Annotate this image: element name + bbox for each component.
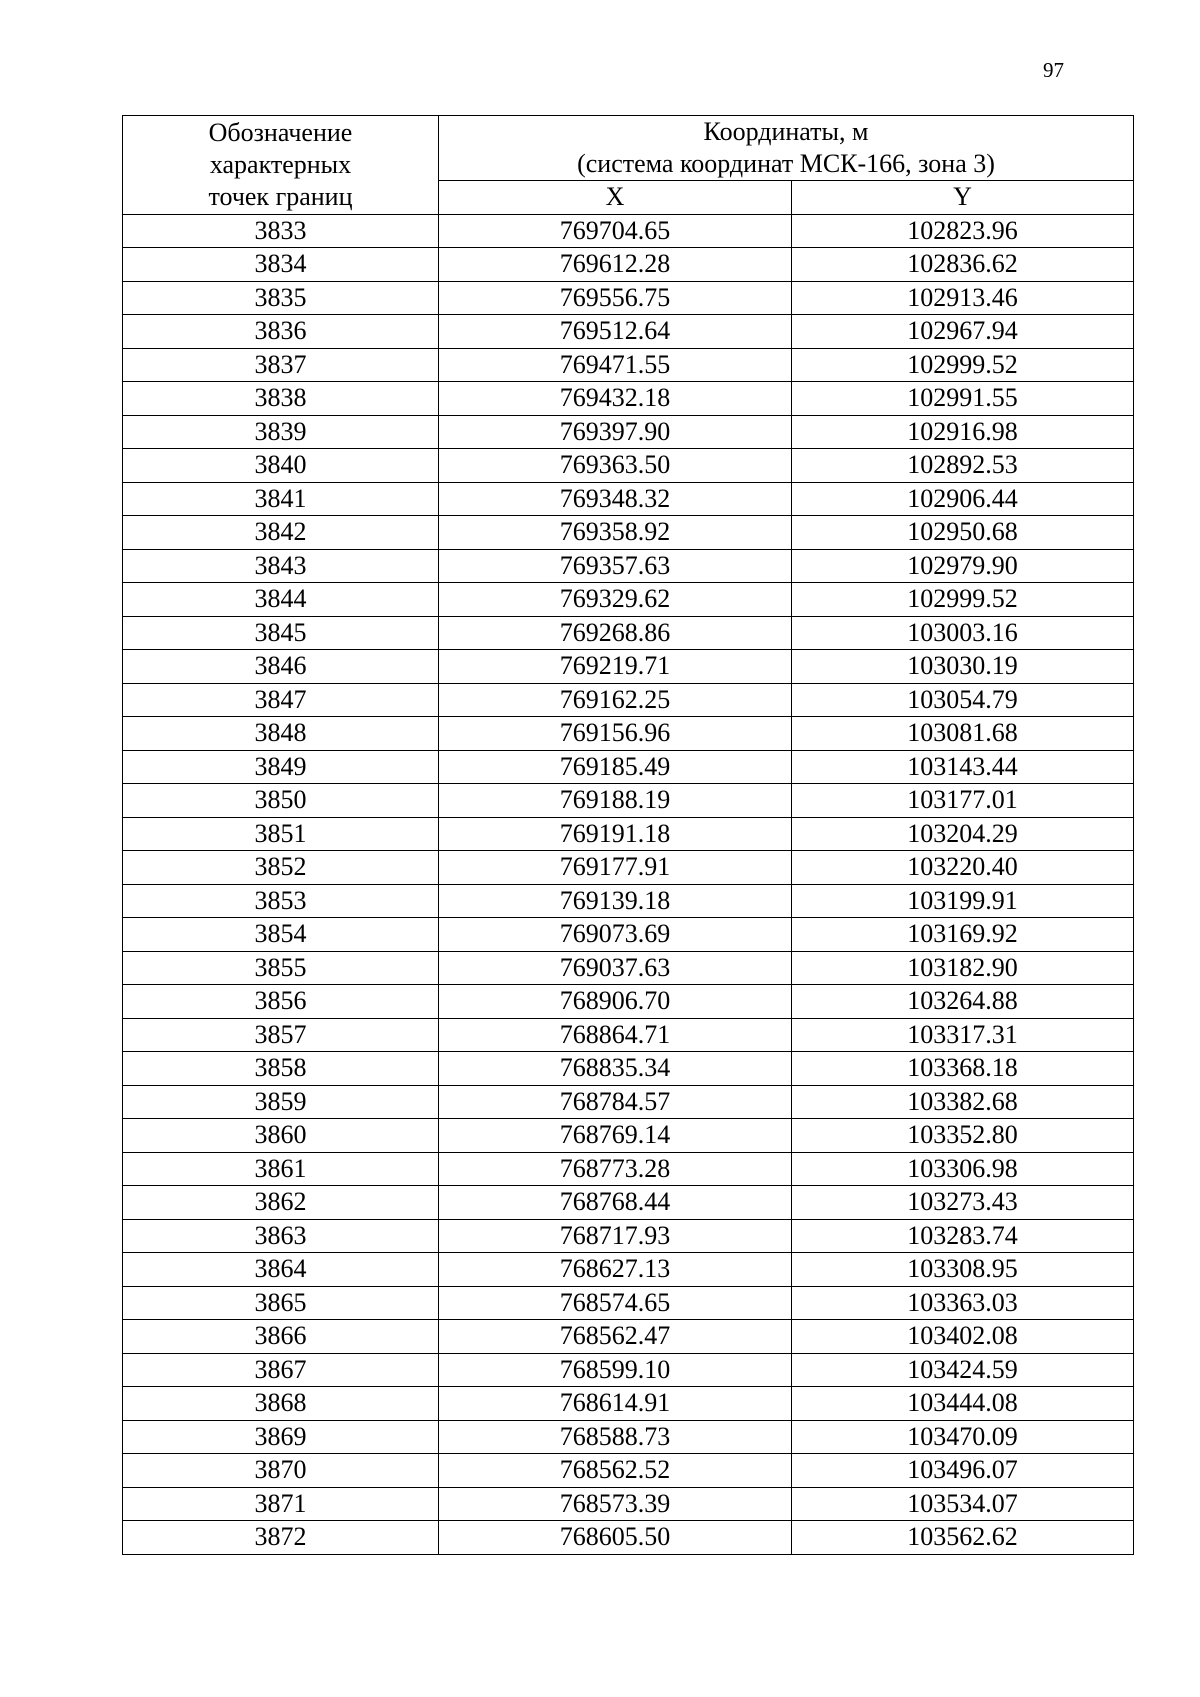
y-coordinate-cell: 103054.79 <box>792 683 1134 717</box>
table-row <box>123 516 1134 550</box>
designation-header-line: точек границ <box>208 181 353 211</box>
table-row <box>123 348 1134 382</box>
table-row <box>123 717 1134 751</box>
table-header <box>123 116 1134 215</box>
coordinates-header <box>439 116 1134 181</box>
y-coordinate-cell: 102892.53 <box>792 449 1134 483</box>
table-row <box>123 851 1134 885</box>
x-coordinate-cell: 768773.28 <box>439 1152 792 1186</box>
point-id-cell: 3859 <box>123 1085 439 1119</box>
y-coordinate-cell: 102950.68 <box>792 516 1134 550</box>
table-row <box>123 449 1134 483</box>
x-coordinate-cell: 768864.71 <box>439 1018 792 1052</box>
table-row <box>123 1420 1134 1454</box>
x-coordinate-cell: 768588.73 <box>439 1420 792 1454</box>
table-row <box>123 1253 1134 1287</box>
y-coordinate-cell: 103424.59 <box>792 1353 1134 1387</box>
table-row <box>123 1186 1134 1220</box>
point-id-cell: 3836 <box>123 315 439 349</box>
table-row <box>123 985 1134 1019</box>
x-coordinate-cell: 768599.10 <box>439 1353 792 1387</box>
x-coordinate-cell: 769188.19 <box>439 784 792 818</box>
y-coordinate-cell: 103081.68 <box>792 717 1134 751</box>
x-coordinate-cell: 768906.70 <box>439 985 792 1019</box>
table-row <box>123 281 1134 315</box>
x-coordinate-cell: 769397.90 <box>439 415 792 449</box>
y-coordinate-cell: 103444.08 <box>792 1387 1134 1421</box>
y-coordinate-cell: 103169.92 <box>792 918 1134 952</box>
point-id-cell: 3850 <box>123 784 439 818</box>
x-coordinate-cell: 768562.47 <box>439 1320 792 1354</box>
x-coordinate-cell: 768769.14 <box>439 1119 792 1153</box>
point-id-cell: 3845 <box>123 616 439 650</box>
y-coordinate-cell: 103177.01 <box>792 784 1134 818</box>
table-row <box>123 583 1134 617</box>
table-row <box>123 1487 1134 1521</box>
table-row <box>123 1353 1134 1387</box>
point-id-cell: 3835 <box>123 281 439 315</box>
point-id-cell: 3849 <box>123 750 439 784</box>
point-id-cell: 3871 <box>123 1487 439 1521</box>
x-coordinate-cell: 768717.93 <box>439 1219 792 1253</box>
table-row <box>123 1085 1134 1119</box>
y-coordinate-cell: 103204.29 <box>792 817 1134 851</box>
point-id-cell: 3855 <box>123 951 439 985</box>
y-coordinate-cell: 102913.46 <box>792 281 1134 315</box>
x-coordinate-cell: 769348.32 <box>439 482 792 516</box>
point-id-cell: 3833 <box>123 214 439 248</box>
y-coordinate-cell: 103562.62 <box>792 1521 1134 1555</box>
x-coordinate-cell: 768614.91 <box>439 1387 792 1421</box>
y-coordinate-cell: 103306.98 <box>792 1152 1134 1186</box>
table-row <box>123 951 1134 985</box>
point-id-cell: 3867 <box>123 1353 439 1387</box>
y-coordinate-cell: 102906.44 <box>792 482 1134 516</box>
x-coordinate-cell: 768768.44 <box>439 1186 792 1220</box>
y-coordinate-cell: 102916.98 <box>792 415 1134 449</box>
coordinates-header-line: (система координат МСК-166, зона 3) <box>577 149 995 178</box>
coordinates-table <box>122 115 1134 1555</box>
y-coordinate-cell: 102823.96 <box>792 214 1134 248</box>
point-id-cell: 3864 <box>123 1253 439 1287</box>
table-body <box>123 214 1134 1554</box>
table-row <box>123 750 1134 784</box>
y-coordinate-cell: 103308.95 <box>792 1253 1134 1287</box>
x-coordinate-cell: 768627.13 <box>439 1253 792 1287</box>
y-coordinate-cell: 103368.18 <box>792 1052 1134 1086</box>
x-coordinate-cell: 769556.75 <box>439 281 792 315</box>
x-coordinate-cell: 769363.50 <box>439 449 792 483</box>
table-row <box>123 1152 1134 1186</box>
point-id-cell: 3854 <box>123 918 439 952</box>
point-id-cell: 3860 <box>123 1119 439 1153</box>
x-coordinate-cell: 768562.52 <box>439 1454 792 1488</box>
table-row <box>123 683 1134 717</box>
x-coordinate-cell: 769268.86 <box>439 616 792 650</box>
table-row <box>123 1219 1134 1253</box>
point-id-cell: 3837 <box>123 348 439 382</box>
x-coordinate-cell: 769471.55 <box>439 348 792 382</box>
point-id-cell: 3838 <box>123 382 439 416</box>
point-id-cell: 3851 <box>123 817 439 851</box>
x-coordinate-cell: 769139.18 <box>439 884 792 918</box>
table-row <box>123 549 1134 583</box>
y-coordinate-cell: 103534.07 <box>792 1487 1134 1521</box>
y-coordinate-cell: 103402.08 <box>792 1320 1134 1354</box>
table-row <box>123 1286 1134 1320</box>
y-coordinate-cell: 102999.52 <box>792 348 1134 382</box>
y-coordinate-cell: 103264.88 <box>792 985 1134 1019</box>
table-row <box>123 1119 1134 1153</box>
x-column-header: X <box>439 181 792 215</box>
x-coordinate-cell: 769162.25 <box>439 683 792 717</box>
x-coordinate-cell: 769073.69 <box>439 918 792 952</box>
x-coordinate-cell: 768835.34 <box>439 1052 792 1086</box>
table-row <box>123 650 1134 684</box>
y-coordinate-cell: 103470.09 <box>792 1420 1134 1454</box>
table-row <box>123 1320 1134 1354</box>
y-coordinate-cell: 103496.07 <box>792 1454 1134 1488</box>
point-id-cell: 3861 <box>123 1152 439 1186</box>
x-coordinate-cell: 769191.18 <box>439 817 792 851</box>
y-coordinate-cell: 103182.90 <box>792 951 1134 985</box>
y-coordinate-cell: 102999.52 <box>792 583 1134 617</box>
y-coordinate-cell: 103382.68 <box>792 1085 1134 1119</box>
point-id-cell: 3843 <box>123 549 439 583</box>
point-id-cell: 3844 <box>123 583 439 617</box>
table-row <box>123 248 1134 282</box>
point-id-cell: 3847 <box>123 683 439 717</box>
point-id-cell: 3852 <box>123 851 439 885</box>
x-coordinate-cell: 769358.92 <box>439 516 792 550</box>
y-coordinate-cell: 102967.94 <box>792 315 1134 349</box>
table-row <box>123 784 1134 818</box>
x-coordinate-cell: 768605.50 <box>439 1521 792 1555</box>
point-id-cell: 3840 <box>123 449 439 483</box>
y-coordinate-cell: 103317.31 <box>792 1018 1134 1052</box>
x-coordinate-cell: 769612.28 <box>439 248 792 282</box>
table-row <box>123 315 1134 349</box>
point-id-cell: 3853 <box>123 884 439 918</box>
table-row <box>123 482 1134 516</box>
point-id-cell: 3842 <box>123 516 439 550</box>
point-id-cell: 3869 <box>123 1420 439 1454</box>
point-id-cell: 3848 <box>123 717 439 751</box>
y-coordinate-cell: 103363.03 <box>792 1286 1134 1320</box>
point-id-cell: 3856 <box>123 985 439 1019</box>
table-row <box>123 1052 1134 1086</box>
table-row <box>123 382 1134 416</box>
point-id-cell: 3858 <box>123 1052 439 1086</box>
y-coordinate-cell: 102836.62 <box>792 248 1134 282</box>
designation-header-line: характерных <box>209 149 352 179</box>
table-row <box>123 884 1134 918</box>
x-coordinate-cell: 769704.65 <box>439 214 792 248</box>
point-id-cell: 3839 <box>123 415 439 449</box>
x-coordinate-cell: 768574.65 <box>439 1286 792 1320</box>
y-coordinate-cell: 103143.44 <box>792 750 1134 784</box>
point-id-cell: 3868 <box>123 1387 439 1421</box>
y-coordinate-cell: 103352.80 <box>792 1119 1134 1153</box>
y-coordinate-cell: 103283.74 <box>792 1219 1134 1253</box>
x-coordinate-cell: 769177.91 <box>439 851 792 885</box>
page-number: 97 <box>1043 58 1064 82</box>
y-coordinate-cell: 103220.40 <box>792 851 1134 885</box>
y-coordinate-cell: 103273.43 <box>792 1186 1134 1220</box>
point-id-cell: 3870 <box>123 1454 439 1488</box>
point-id-cell: 3866 <box>123 1320 439 1354</box>
table-row <box>123 1018 1134 1052</box>
y-column-header: Y <box>792 181 1134 215</box>
point-id-cell: 3834 <box>123 248 439 282</box>
x-coordinate-cell: 769037.63 <box>439 951 792 985</box>
x-coordinate-cell: 769329.62 <box>439 583 792 617</box>
y-coordinate-cell: 103199.91 <box>792 884 1134 918</box>
point-id-cell: 3841 <box>123 482 439 516</box>
point-id-cell: 3872 <box>123 1521 439 1555</box>
point-id-cell: 3846 <box>123 650 439 684</box>
designation-header <box>123 116 439 215</box>
x-coordinate-cell: 768784.57 <box>439 1085 792 1119</box>
table-row <box>123 817 1134 851</box>
table-row <box>123 1521 1134 1555</box>
x-coordinate-cell: 769219.71 <box>439 650 792 684</box>
y-coordinate-cell: 102979.90 <box>792 549 1134 583</box>
table-row <box>123 918 1134 952</box>
table-row <box>123 616 1134 650</box>
designation-header-line: Обозначение <box>208 117 353 147</box>
y-coordinate-cell: 103003.16 <box>792 616 1134 650</box>
point-id-cell: 3863 <box>123 1219 439 1253</box>
x-coordinate-cell: 769156.96 <box>439 717 792 751</box>
x-coordinate-cell: 769512.64 <box>439 315 792 349</box>
x-coordinate-cell: 768573.39 <box>439 1487 792 1521</box>
table-row <box>123 415 1134 449</box>
table-row <box>123 1387 1134 1421</box>
y-coordinate-cell: 103030.19 <box>792 650 1134 684</box>
point-id-cell: 3862 <box>123 1186 439 1220</box>
table-row <box>123 1454 1134 1488</box>
y-coordinate-cell: 102991.55 <box>792 382 1134 416</box>
x-coordinate-cell: 769185.49 <box>439 750 792 784</box>
point-id-cell: 3857 <box>123 1018 439 1052</box>
coordinates-header-line: Координаты, м <box>703 117 869 146</box>
x-coordinate-cell: 769432.18 <box>439 382 792 416</box>
table-row <box>123 214 1134 248</box>
x-coordinate-cell: 769357.63 <box>439 549 792 583</box>
point-id-cell: 3865 <box>123 1286 439 1320</box>
